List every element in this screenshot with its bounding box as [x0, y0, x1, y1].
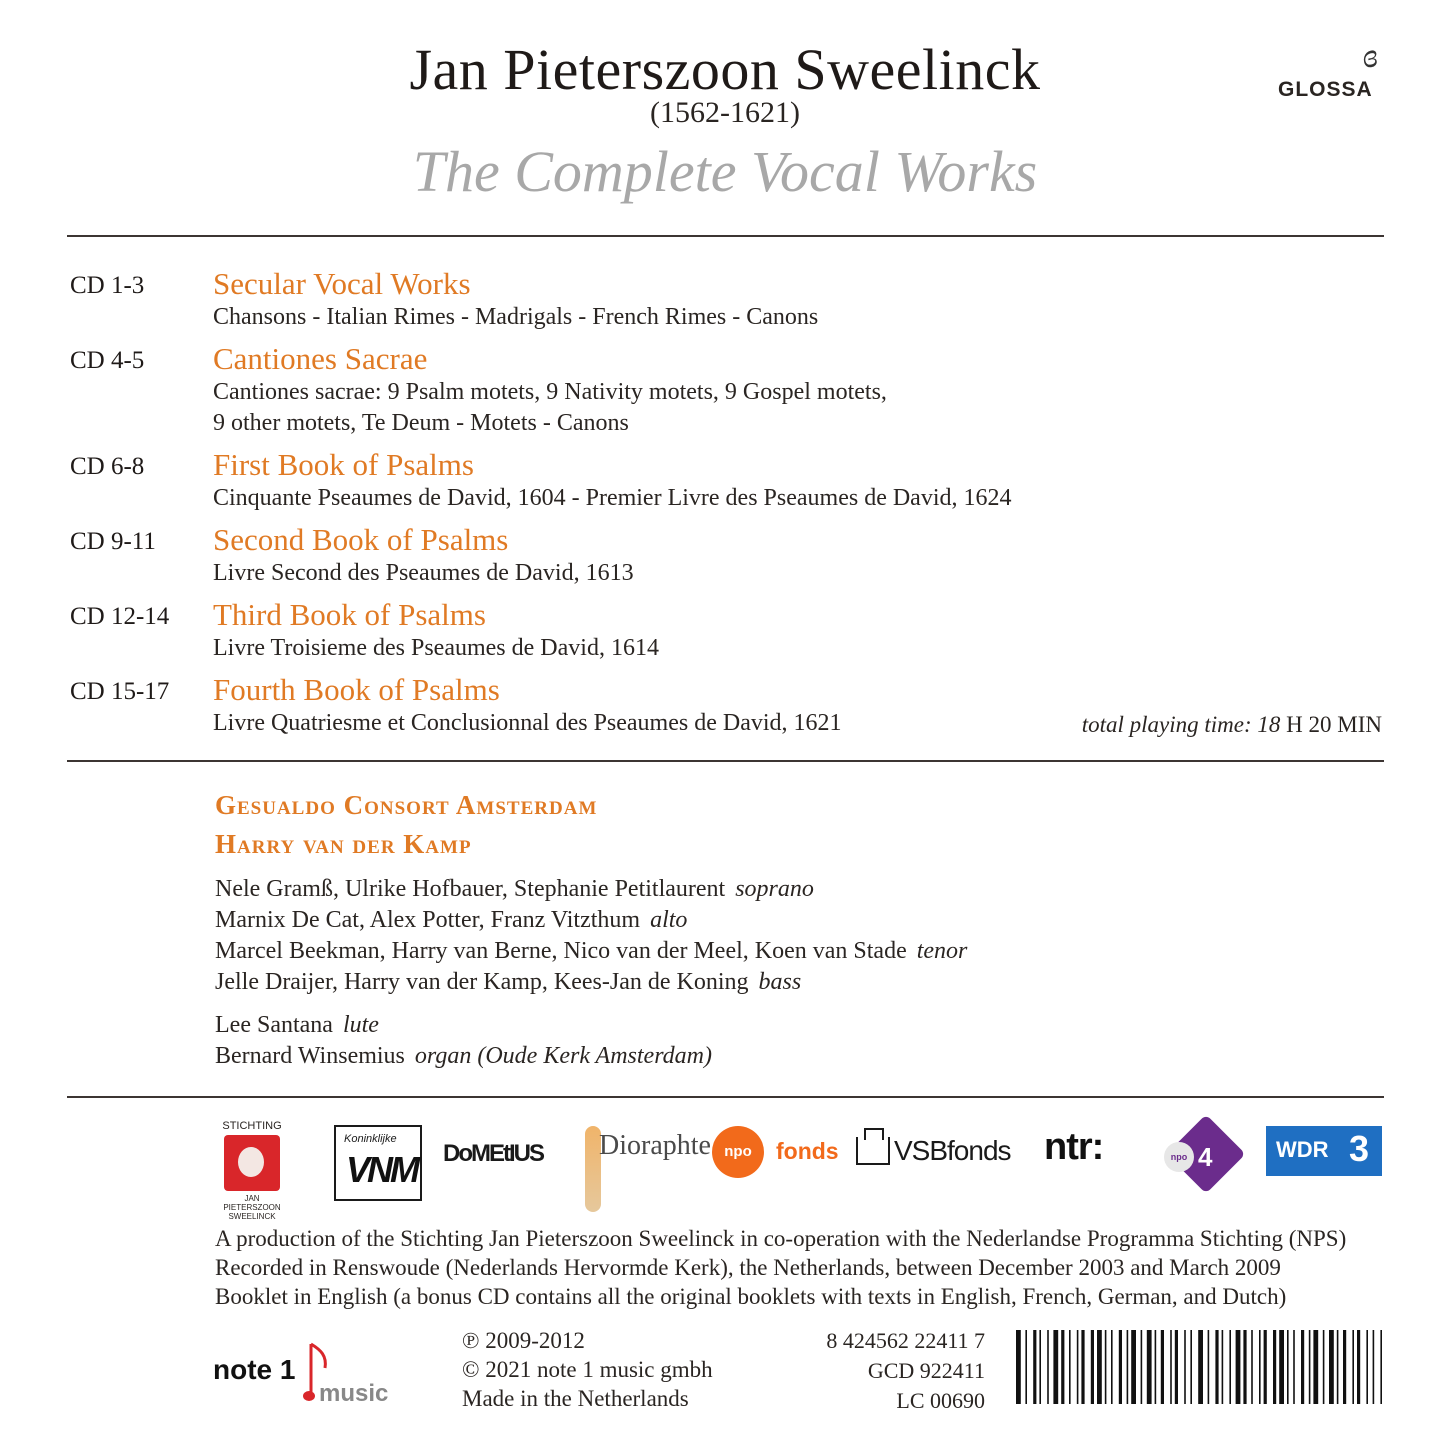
playing-time-hours: 18	[1257, 712, 1281, 737]
performer-role: bass	[758, 969, 802, 995]
npo-circle-icon: npo	[712, 1126, 764, 1178]
npo-fonds-text: fonds	[776, 1138, 839, 1164]
disc-title: Secular Vocal Works	[213, 266, 471, 301]
playing-time-hours-unit: H	[1286, 712, 1303, 737]
playing-time-label: total playing time:	[1081, 712, 1252, 737]
playing-time-minutes-unit: MIN	[1337, 712, 1382, 737]
divider-top	[67, 235, 1384, 237]
disc-description: Livre Second des Pseaumes de David, 1613	[213, 560, 634, 586]
booklet-credit: Booklet in English (a bonus CD contains all the original booklets with texts in English, French, German, and Dutch)	[215, 1284, 1287, 1309]
performer-names: Bernard Winsemius	[215, 1043, 405, 1069]
performer-role: alto	[650, 907, 688, 933]
album-subtitle: The Complete Vocal Works	[412, 139, 1038, 204]
performer-line	[215, 1012, 379, 1039]
npo-radio4-logo	[1164, 1124, 1242, 1190]
wdr-number: 3	[1349, 1128, 1370, 1169]
disc-description: Livre Quatriesme et Conclusionnal des Pseaumes de David, 1621	[213, 710, 842, 736]
ntr-logo: ntr:	[1044, 1126, 1104, 1168]
dioraphte-logo	[585, 1120, 711, 1216]
vnm-logo-text: VNM	[346, 1149, 417, 1190]
wdr-text: WDR	[1276, 1137, 1329, 1162]
phonographic-copyright: ℗ 2009-2012	[462, 1328, 585, 1353]
sweelinck-portrait-icon	[224, 1135, 280, 1191]
divider-middle	[67, 760, 1384, 762]
glossa-label-name: GLOSSA	[1278, 78, 1373, 101]
ean-code: 8 424562 22411 7	[826, 1328, 985, 1353]
divider-bottom	[67, 1096, 1384, 1098]
dioraphte-logo-text: Dioraphte	[599, 1130, 711, 1161]
wdr3-logo	[1266, 1126, 1382, 1176]
disc-title: Second Book of Psalms	[213, 522, 509, 557]
disc-title: Fourth Book of Psalms	[213, 672, 500, 707]
performer-line	[215, 1043, 712, 1070]
dometius-logo: DoMEtIUS	[443, 1140, 543, 1167]
disc-code: CD 6-8	[70, 453, 145, 480]
vnm-logo-small-text: Koninklijke	[344, 1133, 397, 1145]
composer-name: Jan Pieterszoon Sweelinck	[409, 37, 1041, 102]
playing-time-minutes: 20	[1308, 712, 1332, 737]
disc-code: CD 4-5	[70, 347, 145, 374]
glossa-logo-icon: ɞ	[1358, 36, 1382, 77]
vsbfonds-text: VSBfonds	[894, 1135, 1011, 1166]
barcode-icon	[1016, 1330, 1382, 1404]
vnm-logo	[334, 1125, 422, 1201]
disc-code: CD 9-11	[70, 528, 156, 555]
stichting-sweelinck-logo	[218, 1120, 286, 1221]
made-in: Made in the Netherlands	[462, 1386, 689, 1411]
performer-role: lute	[342, 1012, 379, 1038]
disc-description: Chansons - Italian Rimes - Madrigals - French Rimes - Canons	[213, 304, 819, 330]
composer-dates: (1562-1621)	[650, 96, 800, 129]
performer-role: soprano	[735, 876, 814, 902]
performer-names: Jelle Draijer, Harry van der Kamp, Kees-Jan de Koning	[215, 969, 749, 995]
disc-description: Livre Troisieme des Pseaumes de David, 1614	[213, 635, 659, 661]
vsb-house-icon	[856, 1137, 890, 1165]
disc-title: Cantiones Sacrae	[213, 341, 428, 376]
note1-music-logo	[213, 1340, 413, 1410]
performer-names: Marnix De Cat, Alex Potter, Franz Vitzthum	[215, 907, 641, 933]
label-code: LC 00690	[896, 1388, 985, 1413]
disc-description: 9 other motets, Te Deum - Motets - Canons	[213, 410, 629, 436]
vsbfonds-logo	[856, 1133, 1018, 1173]
disc-code: CD 15-17	[70, 678, 170, 705]
sweelinck-logo-top-text: STICHTING	[222, 1120, 282, 1132]
disc-description: Cantiones sacrae: 9 Psalm motets, 9 Nativity motets, 9 Gospel motets,	[213, 379, 887, 405]
performer-role: organ (Oude Kerk Amsterdam)	[414, 1043, 712, 1069]
disc-code: CD 12-14	[70, 603, 170, 630]
performer-names: Lee Santana	[215, 1012, 333, 1038]
performer-line	[215, 938, 967, 965]
note1-brand-text: note 1	[213, 1354, 296, 1385]
disc-code: CD 1-3	[70, 272, 145, 299]
performer-line	[215, 876, 814, 903]
total-playing-time	[1082, 712, 1382, 738]
disc-title: First Book of Psalms	[213, 447, 474, 482]
performer-names: Nele Gramß, Ulrike Hofbauer, Stephanie Petitlaurent	[215, 876, 726, 902]
ensemble-name: Gesualdo Consort Amsterdam	[215, 790, 598, 820]
catalog-number: GCD 922411	[867, 1358, 985, 1383]
recording-credit: Recorded in Renswoude (Nederlands Hervormde Kerk), the Netherlands, between December 2003 and March 2009	[215, 1255, 1281, 1280]
note1-music-text: music	[319, 1380, 389, 1407]
radio4-number: 4	[1198, 1142, 1213, 1172]
disc-title: Third Book of Psalms	[213, 597, 486, 632]
production-credit: A production of the Stichting Jan Pieterszoon Sweelinck in co-operation with the Nederlandse Programma Stichting (NPS)	[215, 1226, 1347, 1251]
radio4-npo-badge: npo	[1164, 1142, 1194, 1172]
sweelinck-logo-bottom-text: JAN PIETERSZOON SWEELINCK	[223, 1194, 281, 1221]
performer-line	[215, 907, 687, 934]
copyright: © 2021 note 1 music gmbh	[462, 1357, 713, 1382]
ensemble-director: Harry van der Kamp	[215, 829, 472, 859]
performer-names: Marcel Beekman, Harry van Berne, Nico van der Meel, Koen van Stade	[215, 938, 907, 964]
performer-role: tenor	[916, 938, 968, 964]
performer-line	[215, 969, 801, 996]
disc-description: Cinquante Pseaumes de David, 1604 - Premier Livre des Pseaumes de David, 1624	[213, 485, 1012, 511]
npo-fonds-logo	[712, 1126, 839, 1182]
